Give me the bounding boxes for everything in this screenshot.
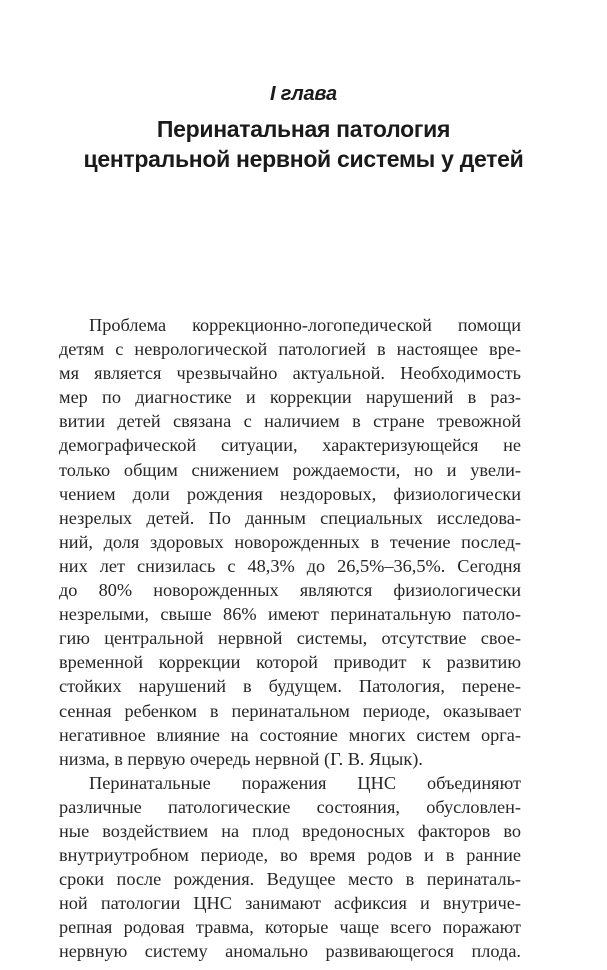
text-line: мер по диагностике и коррекции нарушений в раз- bbox=[59, 387, 521, 408]
chapter-title bbox=[0, 114, 607, 174]
paragraph bbox=[59, 771, 521, 964]
text-line: низма, в первую очередь нервной (Г. В. Яцык). bbox=[59, 748, 423, 769]
text-line: стойких нарушений в будущем. Патология, перене- bbox=[59, 676, 521, 697]
text-line: витии детей связана с наличием в стране тревожной bbox=[59, 411, 521, 432]
text-line: различные патологические состояния, обусловлен- bbox=[59, 796, 521, 817]
text-line: незрелых детей. По данным специальных исследова- bbox=[59, 507, 521, 528]
paragraph bbox=[59, 313, 521, 771]
text-line: демографической ситуации, характеризующейся не bbox=[59, 435, 521, 456]
text-line: ные воздействием на плод вредоносных факторов во bbox=[59, 820, 521, 841]
text-line: до 80% новорожденных являются физиологически bbox=[59, 580, 521, 601]
text-line: незрелыми, свыше 86% имеют перинатальную патоло- bbox=[59, 604, 521, 625]
text-line: сенная ребенком в перинатальном периоде, оказывает bbox=[59, 700, 521, 721]
text-line: гию центральной нервной системы, отсутствие свое- bbox=[59, 628, 521, 649]
text-line: временной коррекции которой приводит к развитию bbox=[59, 652, 521, 673]
text-line: них лет снизилась с 48,3% до 26,5%–36,5%. Сегодня bbox=[59, 555, 521, 576]
body-text bbox=[59, 313, 521, 964]
text-line: негативное влияние на состояние многих систем орга- bbox=[59, 724, 521, 745]
text-line: нервную систему аномально развивающегося плода. bbox=[59, 941, 521, 962]
text-line: репная родовая травма, которые чаще всего поражают bbox=[59, 917, 521, 938]
text-line: сроки после рождения. Ведущее место в перинаталь- bbox=[59, 869, 521, 890]
text-line: детям с неврологической патологией в настоящее вре- bbox=[59, 339, 521, 360]
text-line: чением доли рождения нездоровых, физиологически bbox=[59, 483, 521, 504]
chapter-title-line: Перинатальная патология bbox=[156, 116, 451, 142]
text-line: ной патологии ЦНС занимают асфиксия и внутриче- bbox=[59, 893, 521, 914]
text-line: внутриутробном периоде, во время родов и в ранние bbox=[59, 845, 521, 866]
text-line: Проблема коррекционно-логопедической помощи bbox=[89, 315, 521, 335]
text-line: Перинатальные поражения ЦНС объединяют bbox=[89, 772, 521, 793]
text-line: ний, доля здоровых новорожденных в течение послед- bbox=[59, 531, 521, 552]
text-line: мя является чрезвычайно актуальной. Необходимость bbox=[59, 363, 521, 384]
text-line: только общим снижением рождаемости, но и увели- bbox=[59, 459, 521, 480]
chapter-label: I глава bbox=[270, 83, 337, 105]
chapter-title-line: центральной нервной системы у детей bbox=[83, 146, 524, 172]
